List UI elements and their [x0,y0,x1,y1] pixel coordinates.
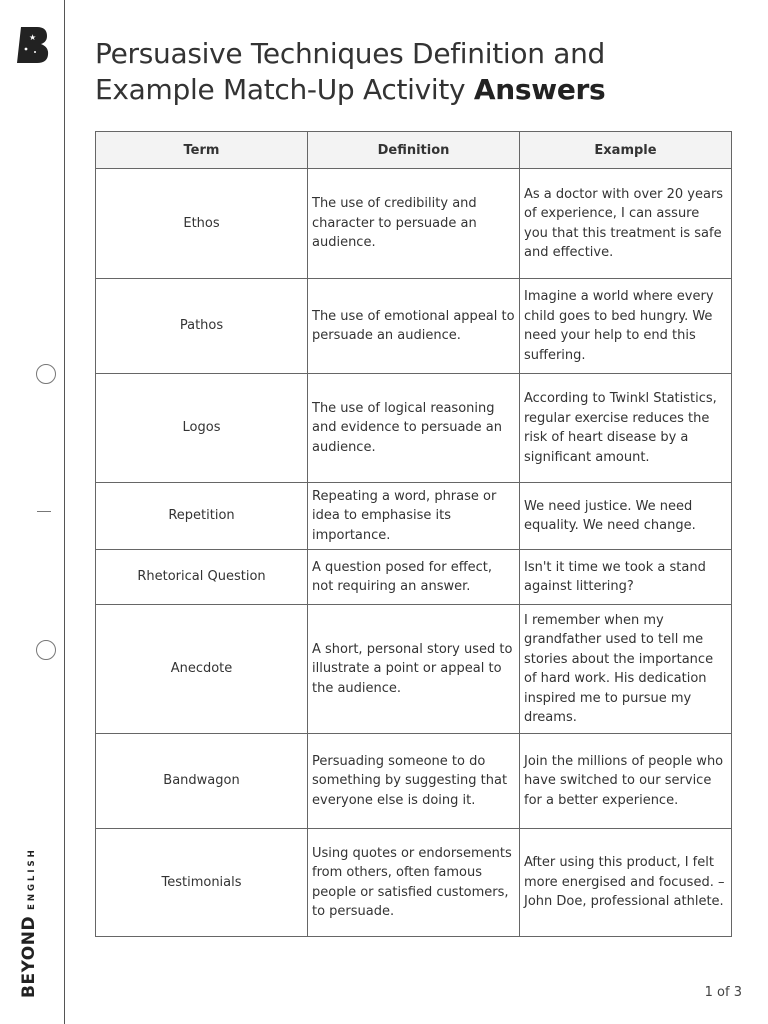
table-row [96,605,732,734]
example-cell: We need justice. We need equality. We need change. [520,483,732,550]
table-row [96,483,732,550]
example-cell: Join the millions of people who have switched to our service for a better experience. [520,734,732,829]
page-number: 1 of 3 [704,985,742,1000]
term-cell: Ethos [96,169,308,279]
term-cell: Testimonials [96,829,308,937]
fold-mark [37,511,51,512]
page-margin-line [64,0,65,1024]
example-cell: After using this product, I felt more energised and focused. – John Doe, professional athlete. [520,829,732,937]
table-row [96,169,732,279]
definition-cell: The use of credibility and character to persuade an audience. [308,169,520,279]
term-cell: Anecdote [96,605,308,734]
title-line-2: Example Match-Up Activity [95,73,474,106]
term-cell: Logos [96,374,308,483]
table-row [96,374,732,483]
title-answers: Answers [473,73,606,106]
beyond-logo-icon [15,25,51,65]
table-row [96,550,732,605]
brand-wordmark [19,828,49,998]
svg-text:★: ★ [29,33,37,42]
definition-cell: Persuading someone to do something by suggesting that everyone else is doing it. [308,734,520,829]
example-cell: According to Twinkl Statistics, regular exercise reduces the risk of heart disease by a significant amount. [520,374,732,483]
term-cell: Rhetorical Question [96,550,308,605]
example-cell: I remember when my grandfather used to tell me stories about the importance of hard work. His dedication inspired me to pursue my dreams. [520,605,732,734]
table-row [96,279,732,374]
answers-table [95,131,732,937]
definition-cell: The use of emotional appeal to persuade an audience. [308,279,520,374]
title-line-1: Persuasive Techniques Definition and [95,37,606,70]
term-cell: Pathos [96,279,308,374]
table-row [96,829,732,937]
example-cell: Isn't it time we took a stand against littering? [520,550,732,605]
header-definition: Definition [308,132,520,169]
header-example: Example [520,132,732,169]
definition-cell: Repeating a word, phrase or idea to emphasise its importance. [308,483,520,550]
header-term: Term [96,132,308,169]
binder-hole-icon [36,640,56,660]
definition-cell: The use of logical reasoning and evidence to persuade an audience. [308,374,520,483]
term-cell: Bandwagon [96,734,308,829]
brand-name: BEYOND [19,915,39,998]
term-cell: Repetition [96,483,308,550]
example-cell: As a doctor with over 20 years of experience, I can assure you that this treatment is safe and effective. [520,169,732,279]
definition-cell: A question posed for effect, not requiring an answer. [308,550,520,605]
table-row [96,734,732,829]
table-header-row [96,132,732,169]
example-cell: Imagine a world where every child goes to bed hungry. We need your help to end this suffering. [520,279,732,374]
page-title [95,36,745,108]
binder-hole-icon [36,364,56,384]
brand-subname: ENGLISH [27,847,37,910]
definition-cell: A short, personal story used to illustrate a point or appeal to the audience. [308,605,520,734]
definition-cell: Using quotes or endorsements from others, often famous people or satisfied customers, to persuade. [308,829,520,937]
